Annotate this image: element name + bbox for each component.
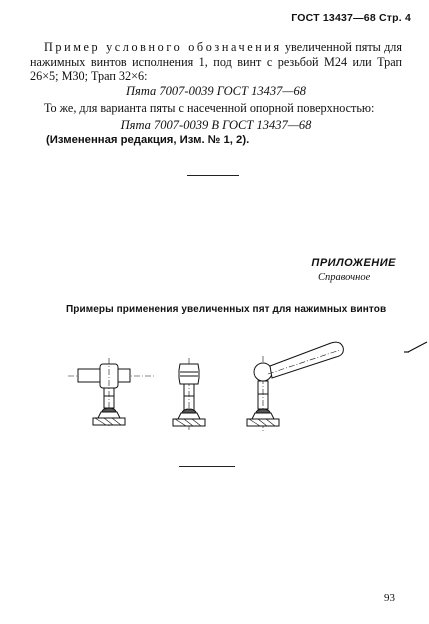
- application-examples-figure: [0, 330, 429, 450]
- hex-head-screw-drawing: [173, 358, 205, 432]
- designation-example-1: Пята 7007-0039 ГОСТ 13437—68: [126, 84, 306, 98]
- page-number: 93: [384, 592, 395, 604]
- revision-note: (Измененная редакция, Изм. № 1, 2).: [46, 134, 250, 146]
- example-intro-rest: увеличенной пяты для нажимных винтов исполнения 1, под винт с резьбой М24 или Трап 26×5; М30; Трап 32×6:: [30, 40, 402, 83]
- figure-title: Примеры применения увеличенных пят для нажимных винтов: [66, 304, 387, 315]
- designation-example-2: Пята 7007-0039 В ГОСТ 13437—68: [120, 118, 312, 132]
- example-intro-paragraph: [30, 40, 402, 84]
- lever-handle-screw-drawing: [247, 342, 343, 432]
- appendix-subheading: Справочное: [318, 272, 371, 283]
- t-handle-screw-drawing: [68, 358, 154, 426]
- appendix-heading: ПРИЛОЖЕНИЕ: [311, 257, 396, 269]
- margin-mark: [408, 342, 427, 352]
- separator-rule-bottom: [179, 466, 235, 467]
- separator-rule-top: [187, 175, 239, 176]
- variant-paragraph: То же, для варианта пяты с насеченной опорной поверхностью:: [44, 101, 375, 115]
- example-intro-lead: Пример условного обозначения: [44, 40, 282, 54]
- running-head: ГОСТ 13437—68 Стр. 4: [291, 12, 411, 24]
